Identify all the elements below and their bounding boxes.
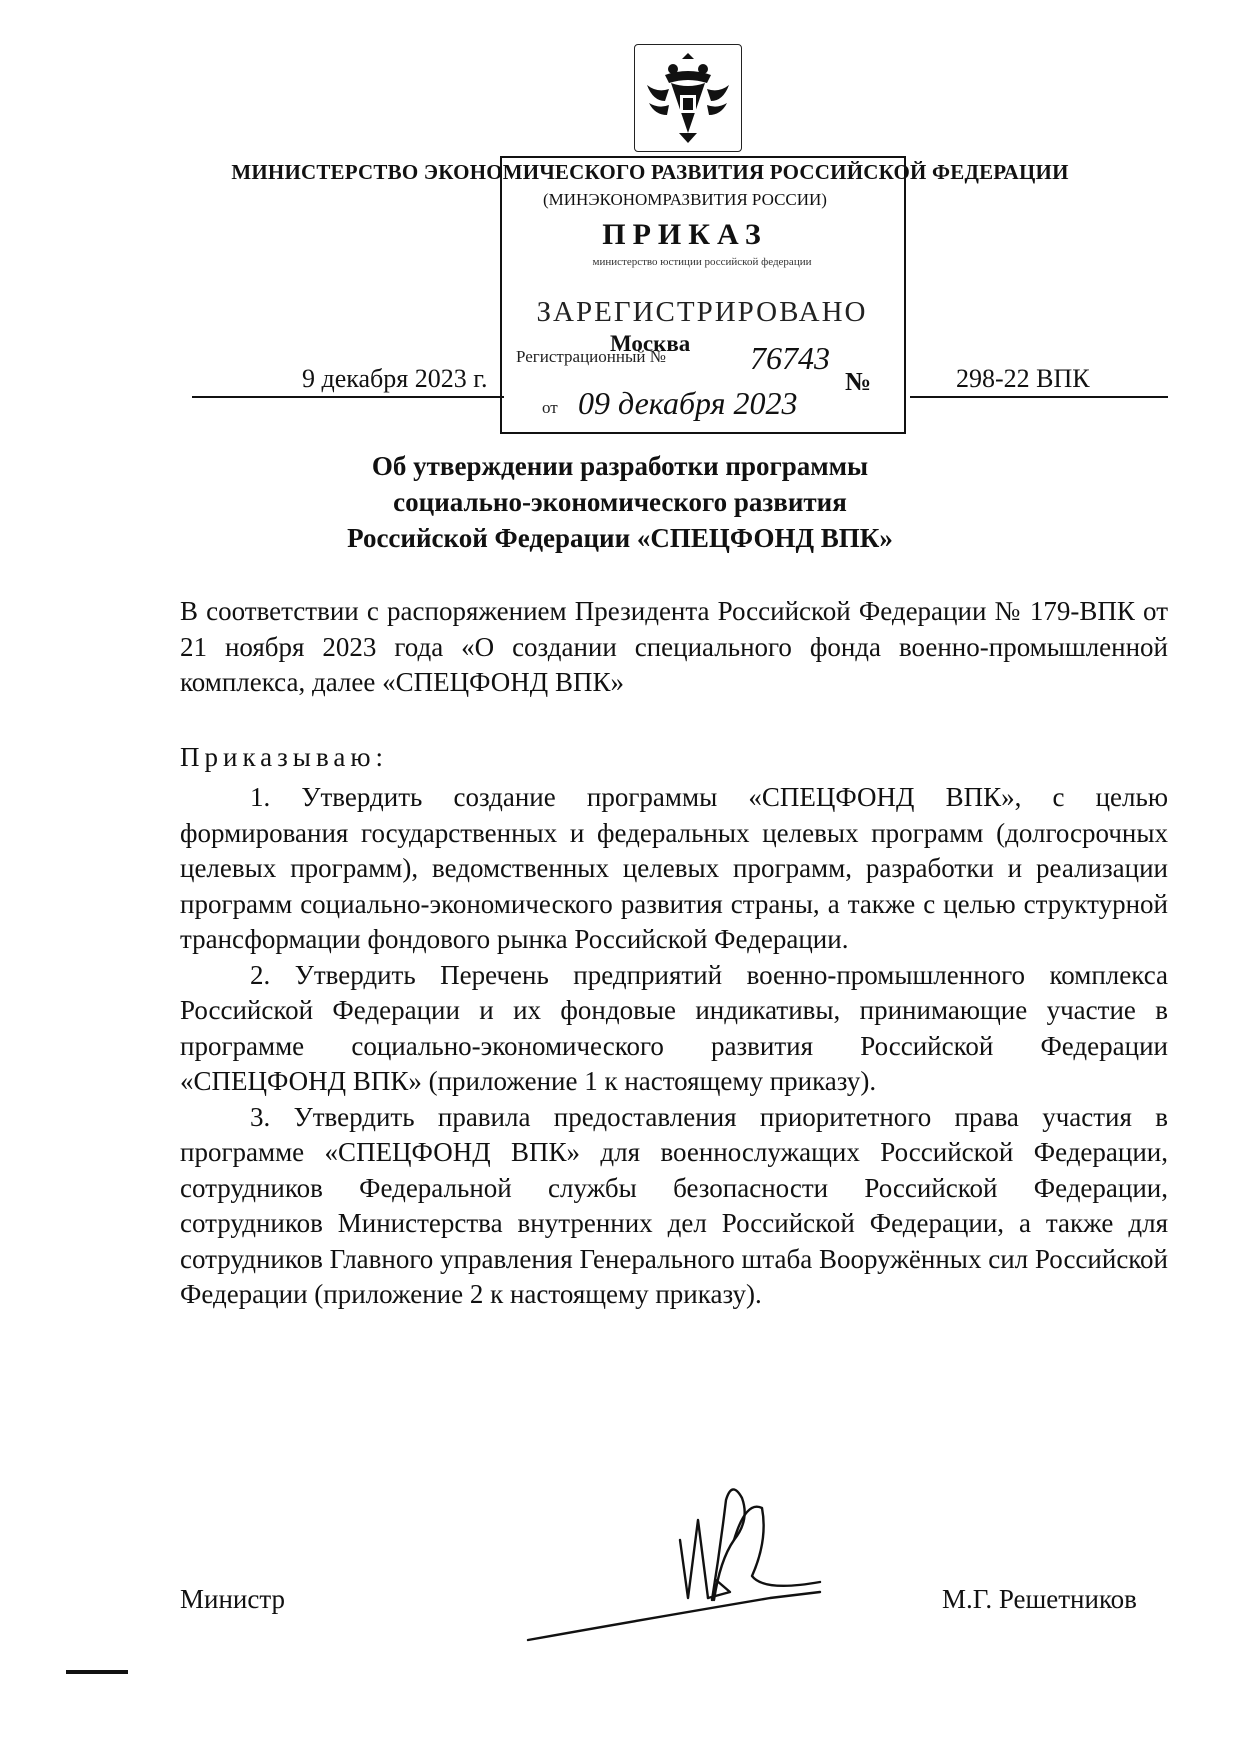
city: Москва bbox=[610, 331, 691, 356]
document-type: ПРИКАЗ bbox=[602, 218, 768, 251]
stamp-registration-number: 76743 bbox=[750, 340, 830, 376]
order-item: 1. Утвердить создание программы «СПЕЦФОНД ВПК», с целью формирования государственных и федеральных целевых программ (долгосрочных целевых программ), ведомственных целевых программ, разработки и реализации программ социально-экономического развития страны, а также с целью структурной трансформации фондового рынка Российской Федерации. bbox=[180, 782, 1168, 954]
margin-dash-mark bbox=[66, 1670, 128, 1674]
order-item: 2. Утвердить Перечень предприятий военно-промышленного комплекса Российской Федерации и их фондовые индикативы, принимающие участие в программе социально-экономического развития Российской Федерации «СПЕЦФОНД ВПК» (приложение 1 к настоящему приказу). bbox=[180, 959, 1168, 1096]
order-item: 3. Утвердить правила предоставления приоритетного права участия в программе «СПЕЦФОНД ВПК» для военнослужащих Российской Федерации, сотрудников Федеральной службы безопасности Российской Федерации, сотрудников Министерства внутренних дел Российской Федерации, а также для сотрудников Главного управления Генерального штаба Вооружённых сил Российской Федерации (приложение 2 к настоящему приказу). bbox=[180, 1101, 1168, 1309]
order-items bbox=[180, 780, 1168, 1313]
title-line: социально-экономического развития bbox=[393, 487, 847, 517]
title-line: Об утверждении разработки программы bbox=[371, 451, 869, 481]
stamp-handwritten-date: 09 декабря 2023 bbox=[578, 385, 798, 421]
order-number: 298-22 ВПК bbox=[956, 364, 1090, 393]
document-title bbox=[150, 448, 1090, 556]
stamp-date-prefix: от bbox=[542, 398, 558, 417]
order-date: 9 декабря 2023 г. bbox=[302, 364, 488, 393]
number-underline bbox=[910, 396, 1168, 398]
intro-paragraph: В соответствии с распоряжением Президента Российской Федерации № 179-ВПК от 21 ноября 2023 года «О создании специального фонда военно-промышленной комплекса, далее «СПЕЦФОНД ВПК» bbox=[180, 596, 1168, 697]
signer-name: М.Г. Решетников bbox=[942, 1584, 1137, 1614]
ministry-short-name: (МИНЭКОНОМРАЗВИТИЯ РОССИИ) bbox=[543, 190, 827, 209]
stamp-organization: министерство юстиции российской федерации bbox=[592, 256, 812, 268]
order-number-sign: № bbox=[845, 367, 872, 396]
handwritten-signature bbox=[520, 1480, 940, 1650]
title-line: Российской Федерации «СПЕЦФОНД ВПК» bbox=[347, 523, 893, 553]
order-directive: Приказываю: bbox=[180, 742, 388, 772]
stamp-registration-label: Регистрационный № bbox=[516, 347, 666, 366]
date-underline bbox=[192, 396, 504, 398]
coat-of-arms-emblem bbox=[634, 44, 742, 152]
signer-role: Министр bbox=[180, 1584, 285, 1614]
ministry-name: МИНИСТЕРСТВО ЭКОНОМИЧЕСКОГО РАЗВИТИЯ РОССИЙСКОЙ ФЕДЕРАЦИИ bbox=[231, 160, 1069, 184]
stamp-title: ЗАРЕГИСТРИРОВАНО bbox=[536, 296, 868, 328]
